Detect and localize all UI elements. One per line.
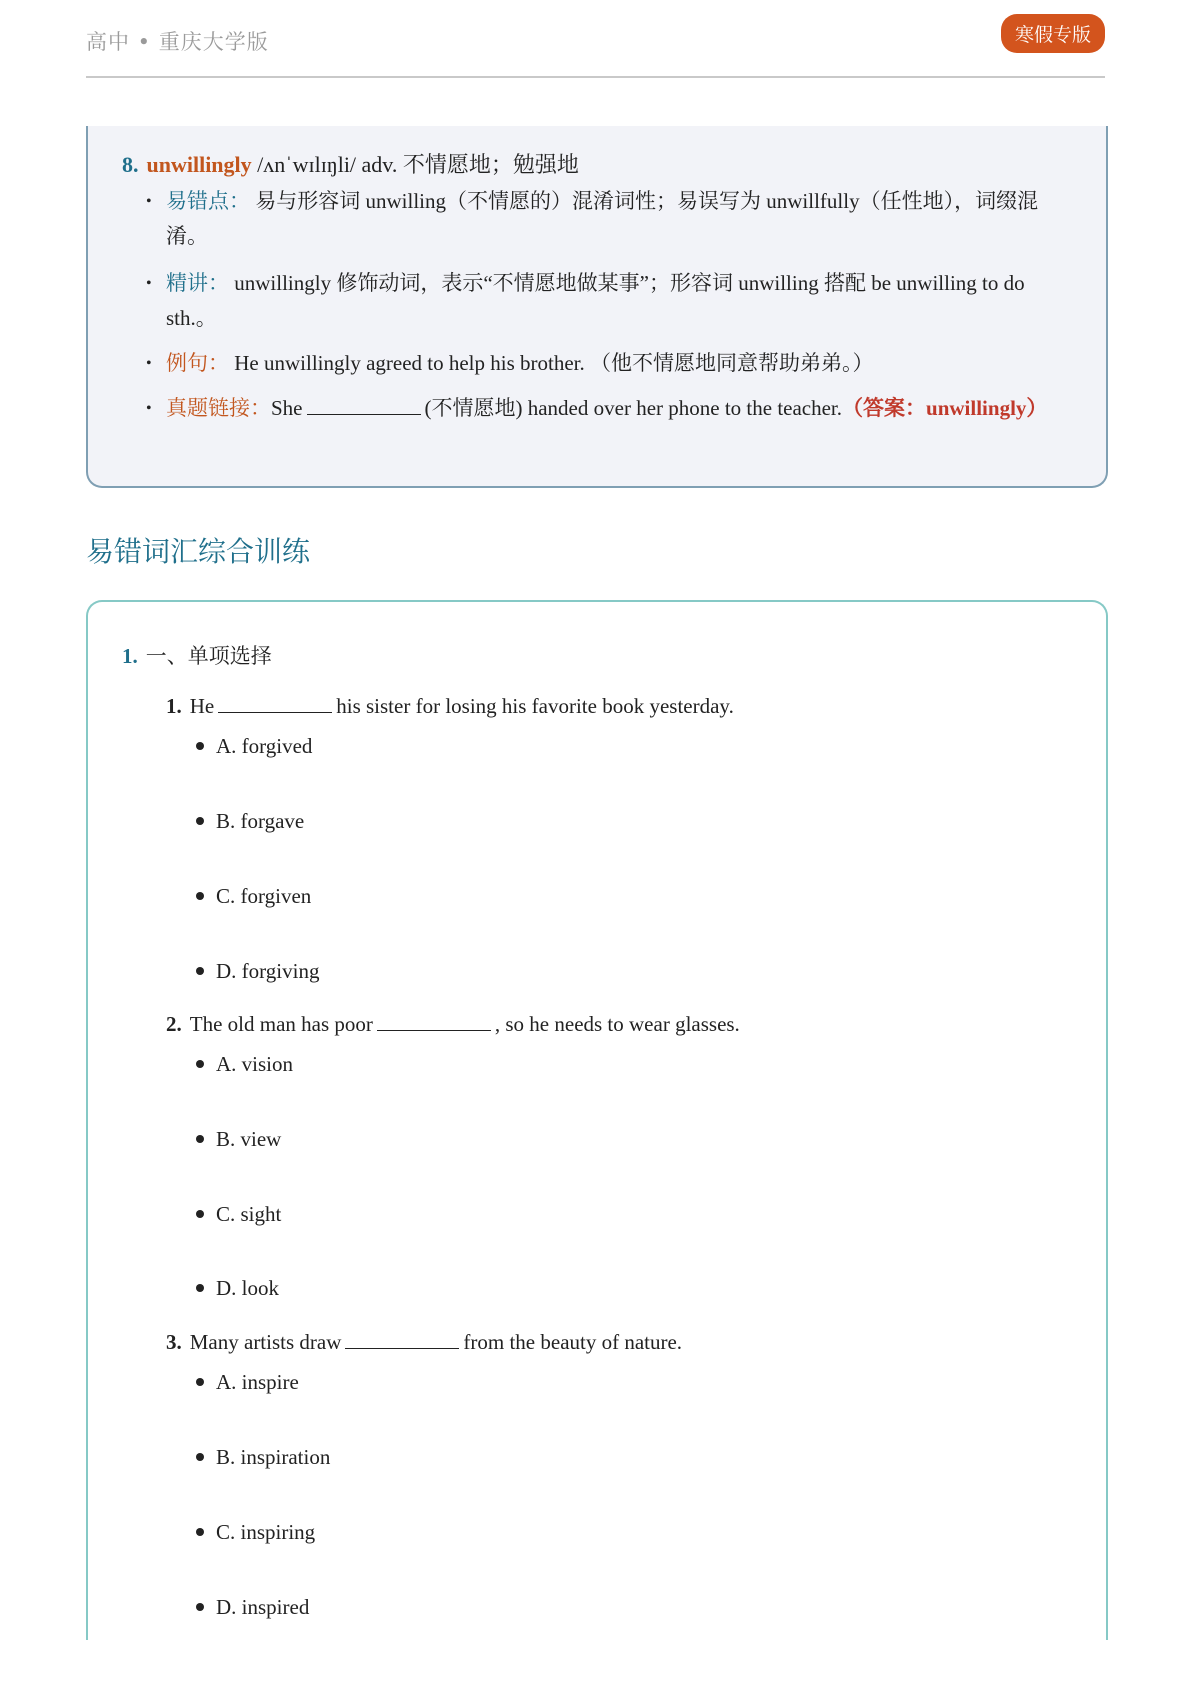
option-item[interactable]	[196, 1445, 330, 1470]
point-example	[146, 346, 1076, 381]
question-text-before: He	[189, 694, 215, 718]
exercise-number: 1.	[122, 644, 138, 668]
point-exam-link	[146, 391, 1076, 426]
bullet-icon	[196, 1378, 204, 1386]
option-item[interactable]	[196, 809, 304, 834]
option-label: B. view	[216, 1127, 282, 1151]
answer-blank	[307, 394, 421, 415]
question-text-after: , so he needs to wear glasses.	[494, 1012, 740, 1036]
bullet-icon	[196, 742, 204, 750]
entry-number: 8.	[122, 152, 139, 177]
option-item[interactable]	[196, 1276, 279, 1301]
bullet-icon	[196, 817, 204, 825]
entry-word: unwillingly	[146, 152, 252, 177]
option-label: A. vision	[216, 1052, 294, 1076]
exam-text-after: (不情愿地) handed over her phone to the teacher.	[424, 396, 843, 420]
edition-badge: 寒假专版	[1001, 14, 1105, 53]
vocab-entry-card	[86, 126, 1108, 488]
option-item[interactable]	[196, 1127, 281, 1152]
point-label: 例句：	[166, 351, 229, 375]
option-item[interactable]	[196, 1595, 309, 1620]
bullet-icon	[196, 1453, 204, 1461]
page-header	[86, 0, 1105, 78]
option-label: D. look	[216, 1276, 279, 1300]
option-item[interactable]	[196, 1052, 293, 1077]
question-text-after: from the beauty of nature.	[463, 1330, 683, 1354]
bullet-icon	[196, 1284, 204, 1292]
option-label: C. sight	[216, 1202, 282, 1226]
point-error	[146, 184, 1076, 254]
question	[166, 1328, 682, 1355]
point-explain	[146, 266, 1076, 336]
bullet-icon: •	[146, 193, 152, 210]
point-text: unwillingly 修饰动词，表示“不情愿地做某事”；形容词 unwilling 搭配 be unwilling to do sth.。	[166, 271, 1025, 330]
exercise-heading	[122, 640, 272, 670]
option-item[interactable]	[196, 1202, 281, 1227]
option-item[interactable]	[196, 734, 312, 759]
exercise-card	[86, 600, 1108, 1640]
point-text: He unwillingly agreed to help his brother. （他不情愿地同意帮助弟弟。）	[229, 351, 874, 375]
bullet-icon	[196, 1528, 204, 1536]
option-item[interactable]	[196, 1370, 299, 1395]
question-number: 2.	[166, 1012, 182, 1036]
option-label: D. inspired	[216, 1595, 310, 1619]
bullet-icon: •	[146, 400, 152, 417]
answer-blank[interactable]	[377, 1010, 491, 1031]
question	[166, 1010, 740, 1037]
point-text: 易与形容词 unwilling（不情愿的）混淆词性；易误写为 unwillfully（任性地），词缀混淆。	[166, 189, 1039, 248]
entry-definition: /ʌnˈwɪlɪŋli/ adv. 不情愿地；勉强地	[251, 152, 579, 177]
answer-blank[interactable]	[345, 1328, 459, 1349]
question-text-before: Many artists draw	[189, 1330, 342, 1354]
answer-blank[interactable]	[218, 692, 332, 713]
question-number: 3.	[166, 1330, 182, 1354]
bullet-icon	[196, 892, 204, 900]
option-label: A. inspire	[216, 1370, 299, 1394]
bullet-icon	[196, 1603, 204, 1611]
exercise-title: 一、单项选择	[145, 644, 272, 668]
question	[166, 692, 734, 719]
option-label: B. forgave	[216, 809, 305, 833]
question-number: 1.	[166, 694, 182, 718]
option-label: D. forgiving	[216, 959, 320, 983]
point-label: 易错点：	[166, 189, 250, 213]
option-label: C. forgiven	[216, 884, 312, 908]
option-item[interactable]	[196, 884, 311, 909]
bullet-icon: •	[146, 355, 152, 372]
bullet-icon	[196, 1210, 204, 1218]
bullet-icon	[196, 1060, 204, 1068]
question-text-after: his sister for losing his favorite book yesterday.	[336, 694, 734, 718]
option-item[interactable]	[196, 1520, 315, 1545]
option-label: C. inspiring	[216, 1520, 316, 1544]
section-title: 易错词汇综合训练	[86, 535, 311, 568]
entry-heading	[122, 148, 579, 179]
header-title: 高中 • 重庆大学版	[86, 30, 269, 54]
option-item[interactable]	[196, 959, 319, 984]
bullet-icon: •	[146, 275, 152, 292]
exam-text-before: She	[271, 396, 303, 420]
bullet-icon	[196, 1135, 204, 1143]
point-label: 精讲：	[166, 271, 229, 295]
bullet-icon	[196, 967, 204, 975]
point-label: 真题链接：	[166, 396, 271, 420]
option-label: B. inspiration	[216, 1445, 331, 1469]
exam-answer: （答案：unwillingly）	[842, 396, 1048, 420]
option-label: A. forgived	[216, 734, 313, 758]
question-text-before: The old man has poor	[189, 1012, 373, 1036]
